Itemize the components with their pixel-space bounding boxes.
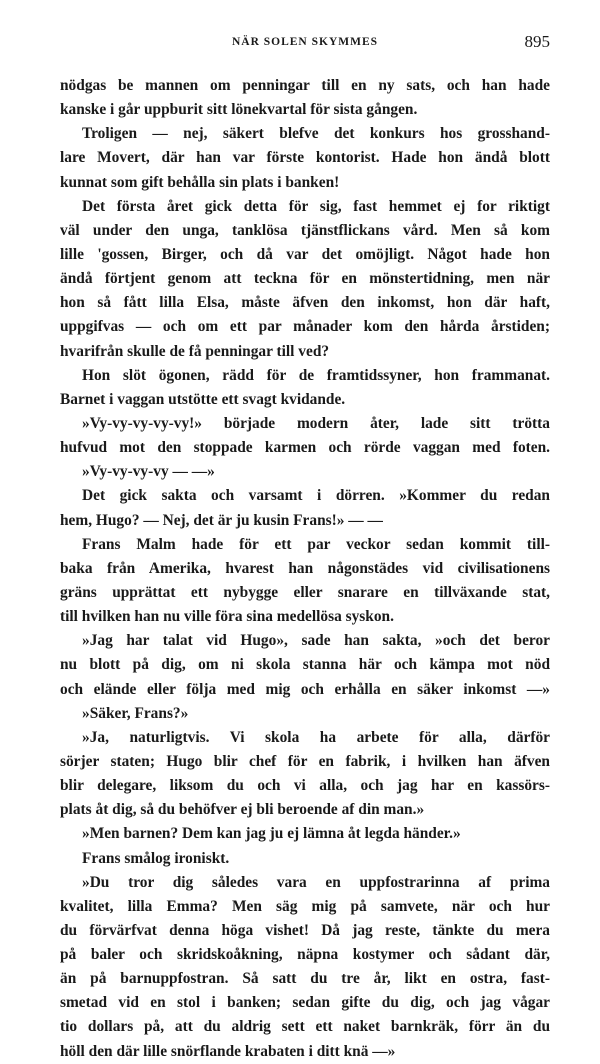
text-line: »Vy-vy-vy-vy-vy!» började modern åter, lade sitt trötta <box>82 414 550 432</box>
text-line: smetad vid en stol i banken; sedan gifte du dig, och jag vågar <box>60 994 550 1012</box>
page-header <box>60 32 550 58</box>
page-number: 895 <box>524 32 550 51</box>
text-line: ändå förtjent genom att teckna för en mönstertidning, men när <box>60 270 550 288</box>
text-line: uppgifvas — och om ett par månader kom den hårda årstiden; <box>60 318 550 336</box>
text-line: hufvud mot den stoppade karmen och rörde vaggan med foten. <box>60 439 550 457</box>
text-line: »Du tror dig således vara en uppfostrarinna af prima <box>82 873 550 891</box>
text-line: lare Movert, där han var förste kontorist. Hade hon ändå blott <box>60 149 550 167</box>
text-line: blir delegare, liksom du och vi alla, och jag har en kassörs- <box>60 777 550 795</box>
text-line: höll den där lille snörflande krabaten i ditt knä —» <box>60 1042 396 1060</box>
text-line: kunnat som gift behålla sin plats i banken! <box>60 173 340 191</box>
text-line: kvalitet, lilla Emma? Men säg mig på samvete, när och hur <box>60 897 550 915</box>
text-line: »Ja, naturligtvis. Vi skola ha arbete för alla, därför <box>82 728 550 746</box>
text-line: till hvilken han nu ville föra sina medellösa syskon. <box>60 608 394 626</box>
text-line: Barnet i vaggan utstötte ett svagt kvidande. <box>60 390 346 408</box>
text-line: och elände eller följa med mig och erhålla en säker inkomst —» <box>60 680 550 698</box>
text-line: lille 'gossen, Birger, och då var det omöjligt. Något hade hon <box>60 245 550 263</box>
text-line: hem, Hugo? — Nej, det är ju kusin Frans!» — — <box>60 511 383 529</box>
text-line: kanske i går uppburit sitt lönekvartal för sista gången. <box>60 101 418 119</box>
text-line: väl under den unga, tanklösa tjänstflickans vård. Men så kom <box>60 221 550 239</box>
text-line: Frans Malm hade för ett par veckor sedan kommit till- <box>82 535 550 553</box>
text-line: hon så fått lilla Elsa, måste äfven den inkomst, hon där haft, <box>60 294 550 312</box>
text-line: hvarifrån skulle de få penningar till ved? <box>60 342 330 360</box>
text-line: sörjer staten; Hugo blir chef för en fabrik, i hvilken han äfven <box>60 752 550 770</box>
text-line: plats åt dig, så du behöfver ej bli beroende af din man.» <box>60 801 425 819</box>
text-line: baka från Amerika, hvarest han någonstädes vid civilisationens <box>60 559 550 577</box>
text-line: Det första året gick detta för sig, fast hemmet ej for riktigt <box>82 197 550 215</box>
text-line: du förvärfvat denna höga vishet! Då jag reste, tänkte du mera <box>60 921 550 939</box>
text-line: Det gick sakta och varsamt i dörren. »Kommer du redan <box>82 487 550 505</box>
text-line: på baler och skridskoåkning, näpna kostymer och sådant där, <box>60 946 550 964</box>
text-line: nödgas be mannen om penningar till en ny sats, och han hade <box>60 77 550 94</box>
text-line: Troligen — nej, säkert blefve det konkurs hos grosshand- <box>82 125 550 143</box>
text-line: »Men barnen? Dem kan jag ju ej lämna åt legda händer.» <box>82 825 461 843</box>
text-line: gräns upprättat ett nybygge eller snarare en tillväxande stat, <box>60 583 550 601</box>
text-line: Frans smålog ironiskt. <box>82 849 230 867</box>
text-line: nu blott på dig, om ni skola stanna här och kämpa mot nöd <box>60 656 550 674</box>
book-page <box>60 32 550 1060</box>
running-title: NÄR SOLEN SKYMMES <box>231 36 379 48</box>
text-line: tio dollars på, att du aldrig sett ett naket barnkräk, förr än du <box>60 1018 550 1036</box>
body-text <box>60 74 550 1064</box>
text-line: Hon slöt ögonen, rädd för de framtidssyner, hon frammanat. <box>82 366 550 384</box>
text-line: »Vy-vy-vy-vy — —» <box>82 463 215 481</box>
text-line: »Säker, Frans?» <box>82 704 189 722</box>
text-line: »Jag har talat vid Hugo», sade han sakta, »och det beror <box>82 632 550 650</box>
text-line: än på barnuppfostran. Så satt du tre år, likt en ostra, fast- <box>60 970 550 988</box>
